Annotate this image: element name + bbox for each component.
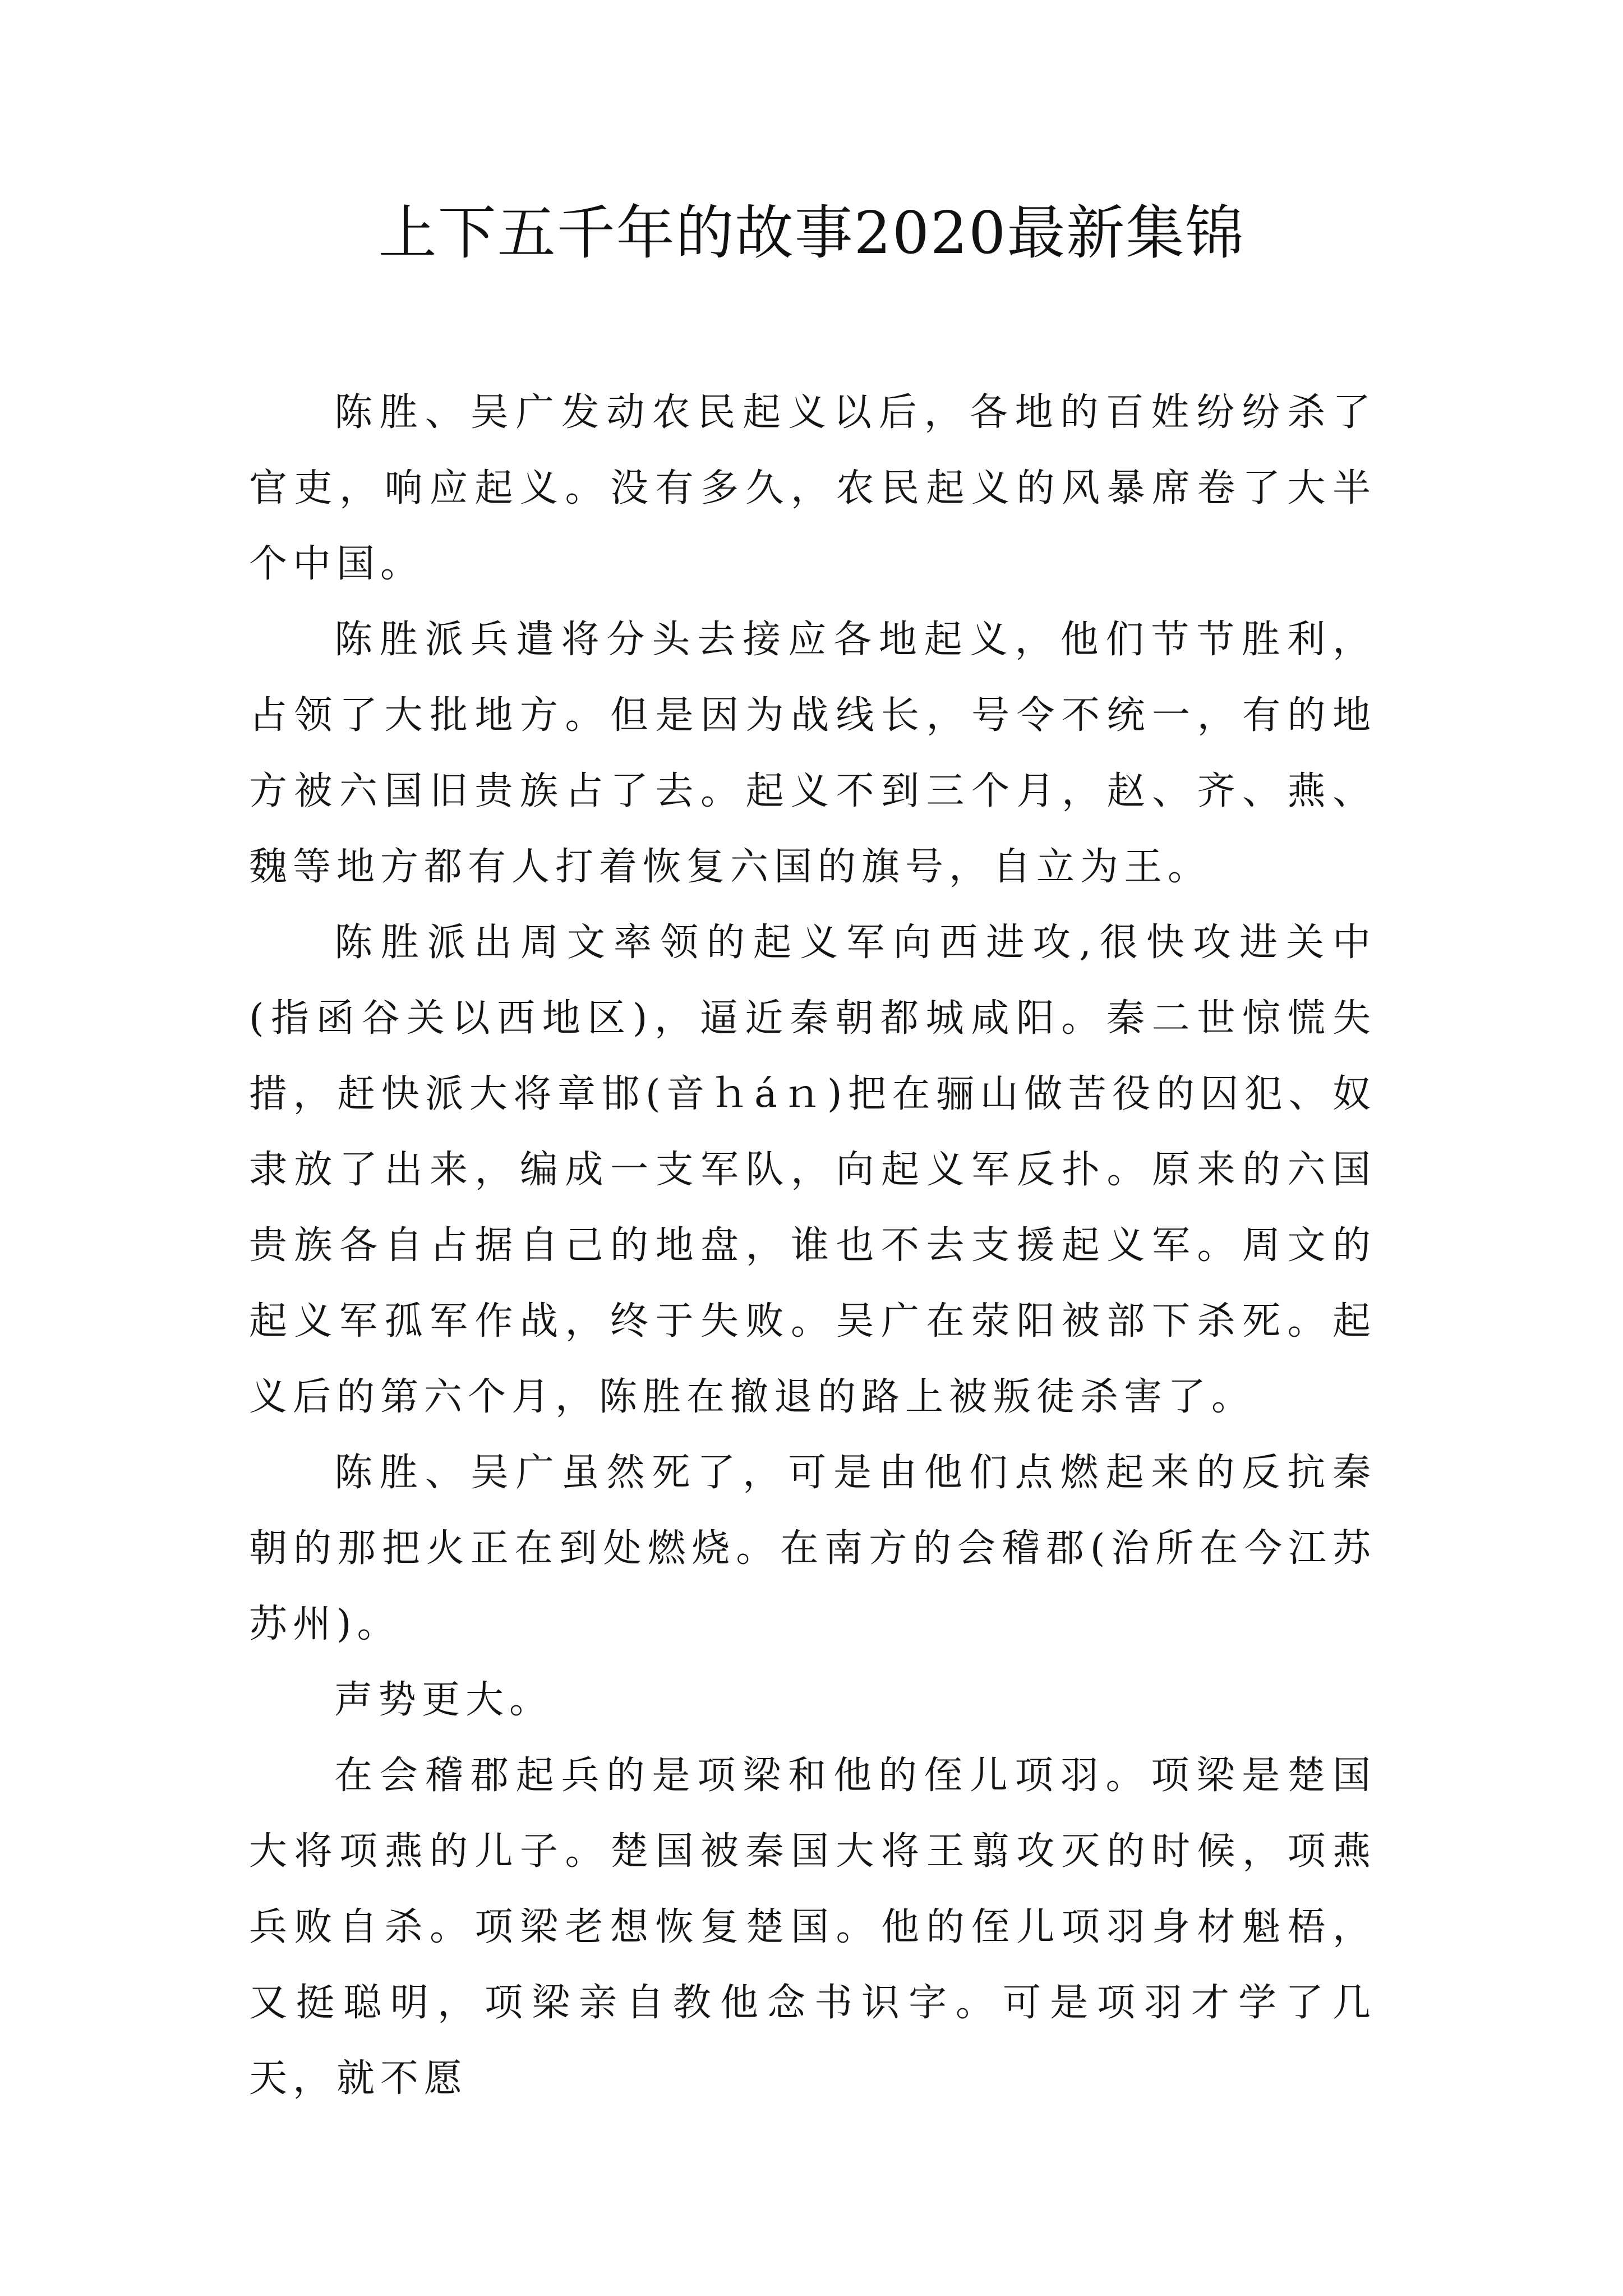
paragraph: 声势更大。	[334, 1678, 554, 1722]
paragraph: 陈胜派出周文率领的起义军向西进攻,很快攻进关中(指函谷关以西地区)，逼近秦朝都城咸阳。秦二世惊慌失措，赶快派大将章邯(音ｈáｎ)把在骊山做苦役的囚犯、奴隶放了出来，编成一支军队，向起义军反扑。原来的六国贵族各自占据自己的地盘，谁也不去支援起义军。周文的起义军孤军作战，终于失败。吴广在荥阳被部下杀死。起义后的第六个月，陈胜在撤退的路上被叛徒杀害了。	[249, 921, 1376, 1419]
document-title: 上下五千年的故事2020最新集锦	[378, 199, 1245, 267]
document-body	[249, 375, 1376, 2116]
paragraph: 陈胜派兵遣将分头去接应各地起义，他们节节胜利，占领了大批地方。但是因为战线长，号令不统一，有的地方被六国旧贵族占了去。起义不到三个月，赵、齐、燕、魏等地方都有人打着恢复六国的旗号，自立为王。	[249, 618, 1376, 889]
paragraph: 陈胜、吴广虽然死了，可是由他们点燃起来的反抗秦朝的那把火正在到处燃烧。在南方的会稽郡(治所在今江苏苏州)。	[249, 1451, 1376, 1646]
paragraph: 陈胜、吴广发动农民起义以后，各地的百姓纷纷杀了官吏，响应起义。没有多久，农民起义的风暴席卷了大半个中国。	[249, 390, 1376, 586]
paragraph: 在会稽郡起兵的是项梁和他的侄儿项羽。项梁是楚国大将项燕的儿子。楚国被秦国大将王翦攻灭的时候，项燕兵败自杀。项梁老想恢复楚国。他的侄儿项羽身材魁梧，又挺聪明，项梁亲自教他念书识字。可是项羽才学了几天，就不愿	[249, 1754, 1376, 2101]
